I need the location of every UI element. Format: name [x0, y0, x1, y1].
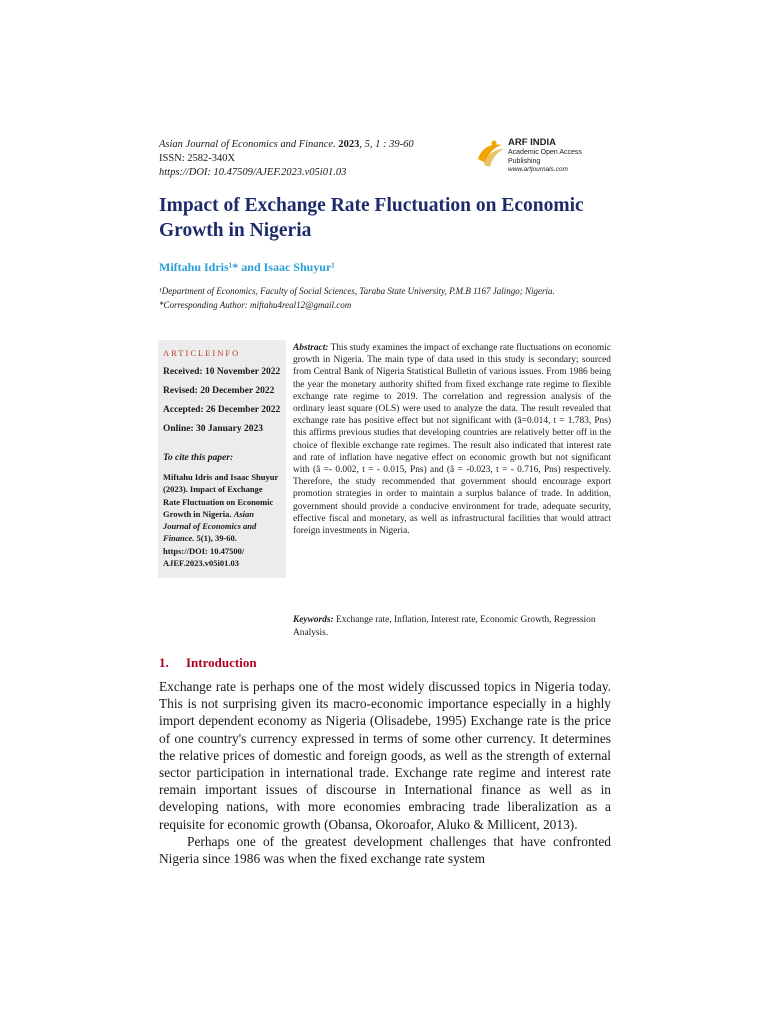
cite-heading: To cite this paper:	[163, 453, 234, 463]
doi-link[interactable]: https://DOI: 10.47509/AJEF.2023.v05i01.03	[159, 167, 347, 178]
keywords	[293, 614, 611, 640]
article-info-heading: ARTICLEINFO	[163, 348, 241, 358]
corresponding-author: *Corresponding Author: miftahu4real12@gmail.com	[159, 300, 352, 310]
publisher-url[interactable]: www.arfjournals.com	[508, 166, 568, 173]
section-number: 1.	[159, 655, 169, 670]
journal-volume: , 5, 1 : 39-60	[359, 139, 414, 150]
journal-year: 2023	[338, 139, 360, 150]
author-affiliations	[159, 284, 619, 312]
citation-part2: 5(1), 39-60. https://DOI: 10.47500/ AJEF.2023.v05i01.03	[163, 533, 245, 569]
online-date: Online: 30 January 2023	[163, 424, 264, 434]
article-title: Impact of Exchange Rate Fluctuation on Economic Growth in Nigeria	[159, 195, 584, 241]
section-heading-introduction	[159, 655, 257, 671]
publisher-name: ARF INDIA	[508, 137, 557, 148]
revised-date: Revised: 20 December 2022	[163, 386, 275, 396]
article-info-box	[158, 340, 286, 578]
paragraph: Exchange rate is perhaps one of the most widely discussed topics in Nigeria today. This is not surprising given its macro-economic importance especially in a highly import dependent economy as Nigeria (Olisadebe, 1995) Exchange rate is the price of one country's currency expressed in terms of some other currency. It determines the relative prices of domestic and foreign goods, as well as the strength of external sector participation in international trade. Exchange rate regime and interest rate remain important issues of discourse in International finance as well as in developing nations, with more economies embracing trade liberalization as a requisite for economic growth (Obansa, Okoroafor, Aluko & Millicent, 2013).	[159, 679, 611, 832]
abstract-label: Abstract:	[293, 343, 329, 353]
paragraph: Perhaps one of the greatest development challenges that have confronted Nigeria since 1986 was when the fixed exchange rate system	[159, 833, 611, 867]
journal-citation	[159, 138, 414, 152]
citation-journal: Asian Journal of Economics and Finance.	[163, 508, 257, 544]
issn: ISSN: 2582-340X	[159, 153, 236, 164]
citation-text	[163, 471, 281, 569]
journal-name: Asian Journal of Economics and Finance.	[159, 139, 336, 150]
affiliation: ¹Department of Economics, Faculty of Social Sciences, Taraba State University, P.M.B 1167 Jalingo; Nigeria.	[159, 286, 555, 296]
article-authors: Miftahu Idris¹* and Isaac Shuyur¹	[159, 260, 335, 274]
received-date: Received: 10 November 2022	[163, 367, 281, 377]
keywords-label: Keywords:	[293, 615, 334, 625]
abstract-text: This study examines the impact of exchange rate fluctuations on economic growth in Nigeria. The main type of data used in this study is secondary; sourced from Central Bank of Nigeria Statistical Bulletin of various issues. From 1986 being the year the monetary authority shifted from fixed exchange rate regime to flexible exchange rate regime to 2019. The correlation and regression analysis of the ordinary least square (OLS) were used to analyze the data. The result revealed that exchange rate has positive effect but not significant with (â=0.014, t = 1.783, Pns) this affirms previous studies that developing countries are relatively better off in the choice of flexible exchange rate regimes. The result also indicated that interest rate and rate of inflation have negative effect on economic growth but not significant with (â =- 0.002, t = - 0.015, Pns) and (â = -0.023, t = - 0.716, Pns) respectively. Therefore, the study recommended that government should encourage export promotion strategies in order to maintain a surplus balance of trade. In addition, government should provide a conducive environment for trade, adequate security, effective fiscal and monetary, as well as infrastructural facilities that would attract foreign investments in Nigeria.	[293, 343, 611, 537]
abstract	[293, 342, 611, 537]
publisher-logo	[474, 137, 614, 171]
publisher-subtitle: Academic Open Access Publishing	[508, 149, 582, 165]
arf-india-logo-icon	[474, 137, 506, 169]
introduction-body	[159, 678, 611, 867]
keywords-text: Exchange rate, Inflation, Interest rate, Economic Growth, Regression Analysis.	[293, 615, 596, 638]
citation-part1: Miftahu Idris and Isaac Shuyur (2023). Impact of Exchange Rate Fluctuation on Economic Growth in Nigeria.	[163, 472, 279, 519]
section-title: Introduction	[186, 655, 257, 670]
accepted-date: Accepted: 26 December 2022	[163, 405, 281, 415]
